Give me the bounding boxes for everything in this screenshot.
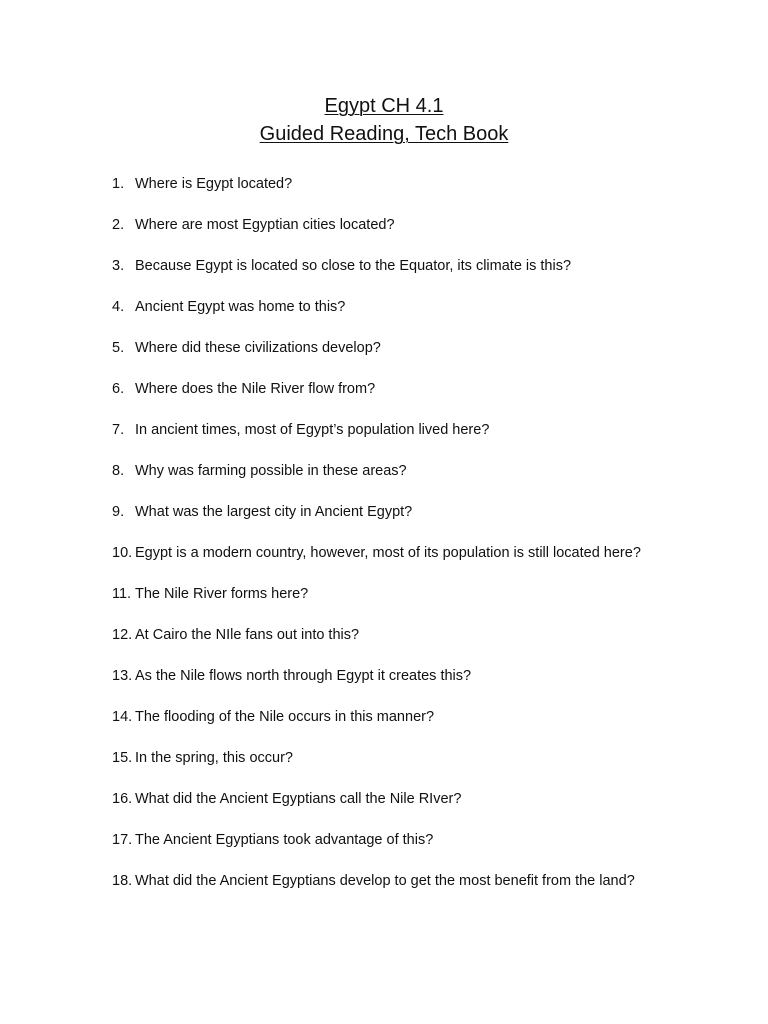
question-number: 5. <box>112 340 125 356</box>
question-text: Because Egypt is located so close to the Equator, its climate is this? <box>135 258 572 274</box>
question-number: 7. <box>112 422 125 438</box>
question-number: 15. <box>112 750 133 766</box>
question-text: In the spring, this occur? <box>135 750 293 766</box>
question-text: The Ancient Egyptians took advantage of this? <box>135 832 434 848</box>
question-item <box>112 174 712 215</box>
question-item <box>112 420 712 461</box>
question-text: Egypt is a modern country, however, most of its population is still located here? <box>135 545 641 561</box>
question-text: Why was farming possible in these areas? <box>135 463 407 479</box>
question-number: 8. <box>112 463 125 479</box>
question-number: 14. <box>112 709 133 725</box>
question-text: The Nile River forms here? <box>135 586 309 602</box>
question-number: 17. <box>112 832 133 848</box>
question-item <box>112 707 712 748</box>
question-text: Where did these civilizations develop? <box>135 340 381 356</box>
question-number: 16. <box>112 791 133 807</box>
question-item <box>112 625 712 666</box>
question-item <box>112 789 712 830</box>
question-text: Ancient Egypt was home to this? <box>135 299 346 315</box>
question-item <box>112 830 712 871</box>
question-text: The flooding of the Nile occurs in this manner? <box>135 709 435 725</box>
question-item <box>112 215 712 256</box>
question-item <box>112 338 712 379</box>
question-number: 11. <box>112 586 132 602</box>
question-item <box>112 297 712 338</box>
question-text: What did the Ancient Egyptians develop to get the most benefit from the land? <box>135 873 635 889</box>
question-number: 12. <box>112 627 133 643</box>
question-item <box>112 748 712 789</box>
document-subtitle: Guided Reading, Tech Book <box>259 123 509 145</box>
question-text: In ancient times, most of Egypt’s population lived here? <box>135 422 490 438</box>
question-item <box>112 666 712 707</box>
question-number: 18. <box>112 873 133 889</box>
question-number: 3. <box>112 258 125 274</box>
question-number: 13. <box>112 668 133 684</box>
question-item <box>112 461 712 502</box>
question-text: What did the Ancient Egyptians call the Nile RIver? <box>135 791 462 807</box>
question-list <box>112 174 712 912</box>
question-item <box>112 502 712 543</box>
question-text: Where does the Nile River flow from? <box>135 381 376 397</box>
question-item <box>112 543 712 584</box>
document-title: Egypt CH 4.1 <box>324 95 444 117</box>
question-text: What was the largest city in Ancient Egypt? <box>135 504 413 520</box>
question-number: 6. <box>112 381 125 397</box>
question-item <box>112 871 712 912</box>
question-number: 10. <box>112 545 133 561</box>
question-item <box>112 379 712 420</box>
question-number: 4. <box>112 299 125 315</box>
question-number: 9. <box>112 504 125 520</box>
question-item <box>112 584 712 625</box>
question-text: As the Nile flows north through Egypt it creates this? <box>135 668 472 684</box>
question-item <box>112 256 712 297</box>
question-text: Where are most Egyptian cities located? <box>135 217 395 233</box>
title-block <box>0 92 768 148</box>
question-number: 2. <box>112 217 125 233</box>
question-text: Where is Egypt located? <box>135 176 293 192</box>
question-text: At Cairo the NIle fans out into this? <box>135 627 360 643</box>
question-number: 1. <box>112 176 125 192</box>
